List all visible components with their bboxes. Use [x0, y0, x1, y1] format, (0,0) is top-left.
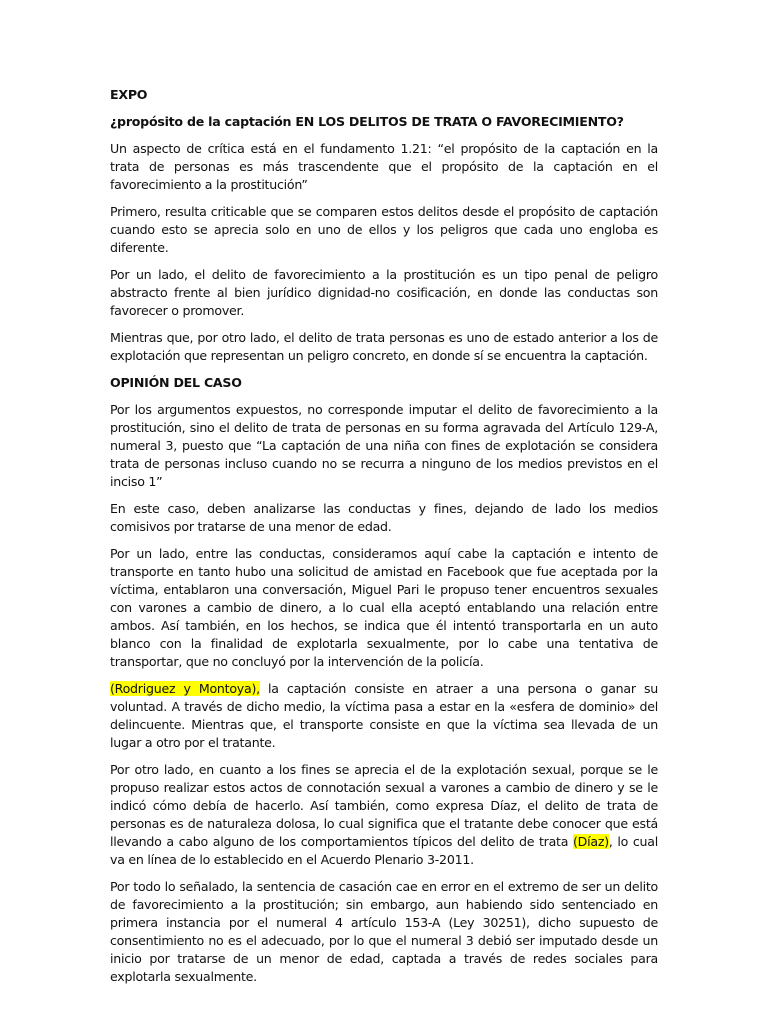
paragraph-conclusion: Por todo lo señalado, la sentencia de casación cae en error en el extremo de ser un delito de favorecimiento a la prostitución; sin embargo, aun habiendo sido sentenciado en primera instancia por el numeral 4 artículo 153-A (Ley 30251), dicho supuesto de consentimiento no es el adecuado, por lo que el numeral 3 debió ser imputado desde un inicio por tratarse de un menor de edad, captada a través de redes sociales para explotarla sexualmente. [110, 879, 658, 984]
document-body [110, 86, 658, 995]
paragraph-captacion-definition [110, 680, 658, 752]
opinion-heading: OPINIÓN DEL CASO [110, 375, 242, 390]
paragraph-captacion-text: la captación consiste en atraer a una persona o ganar su voluntad. A través de dicho medio, la víctima pasa a estar en la «esfera de dominio» del delincuente. Mientras que, el transporte consiste en que la víctima sea llevada de un lugar a otro por el tratante. [110, 681, 658, 750]
citation-highlight-rodriguez: (Rodriguez y Montoya), [110, 681, 260, 696]
paragraph-arguments: Por los argumentos expuestos, no corresponde imputar el delito de favorecimiento a la prostitución, sino el delito de trata de personas en su forma agravada del Artículo 129-A, numeral 3, puesto que “La captación de una niña con fines de explotación se considera trata de personas incluso cuando no se recurra a ninguno de los medios previstos en el inciso 1” [110, 402, 658, 489]
paragraph-first-criticism: Primero, resulta criticable que se comparen estos delitos desde el propósito de captación cuando esto se aprecia solo en uno de ellos y los peligros que cada uno engloba es diferente. [110, 204, 658, 255]
paragraph-fines [110, 761, 658, 869]
citation-highlight-diaz: (Díaz) [573, 834, 609, 849]
paragraph-fines-text: Por otro lado, en cuanto a los fines se aprecia el de la explotación sexual, porque se le propuso realizar estos actos de connotación sexual a varones a cambio de dinero y se le indicó cómo debía de hacerlo. Así también, como expresa Díaz, el delito de trata de personas es de naturaleza dolosa, lo cual significa que el tratante debe conocer que está llevando a cabo alguno de los comportamientos típicos del delito de trata [110, 762, 658, 849]
paragraph-analysis-scope: En este caso, deben analizarse las conductas y fines, dejando de lado los medios comisivos por tratarse de una menor de edad. [110, 501, 658, 534]
paragraph-critique-quote: Un aspecto de crítica está en el fundamento 1.21: “el propósito de la captación en la trata de personas es más trascendente que el propósito de la captación en el favorecimiento a la prostitución” [110, 141, 658, 192]
paragraph-fines-end: , lo cual va en línea de lo establecido en el Acuerdo Plenario 3-2011. [110, 834, 658, 867]
paragraph-favorecimiento: Por un lado, el delito de favorecimiento a la prostitución es un tipo penal de peligro abstracto frente al bien jurídico dignidad-no cosificación, en donde las conductas son favorecer o promover. [110, 267, 658, 318]
section-question: ¿propósito de la captación EN LOS DELITOS DE TRATA O FAVORECIMIENTO? [110, 114, 624, 129]
document-heading: EXPO [110, 87, 148, 102]
paragraph-conducts: Por un lado, entre las conductas, consideramos aquí cabe la captación e intento de transporte en tanto hubo una solicitud de amistad en Facebook que fue aceptada por la víctima, entablaron una conversación, Miguel Pari le propuso tener encuentros sexuales con varones a cambio de dinero, a lo cual ella aceptó entablando una relación entre ambos. Así también, en los hechos, se indica que él intentó transportarla en un auto blanco con la finalidad de explotarla sexualmente, por lo cabe una tentativa de transportar, que no concluyó por la intervención de la policía. [110, 546, 658, 669]
paragraph-trata: Mientras que, por otro lado, el delito de trata personas es uno de estado anterior a los de explotación que representan un peligro concreto, en donde sí se encuentra la captación. [110, 330, 658, 363]
